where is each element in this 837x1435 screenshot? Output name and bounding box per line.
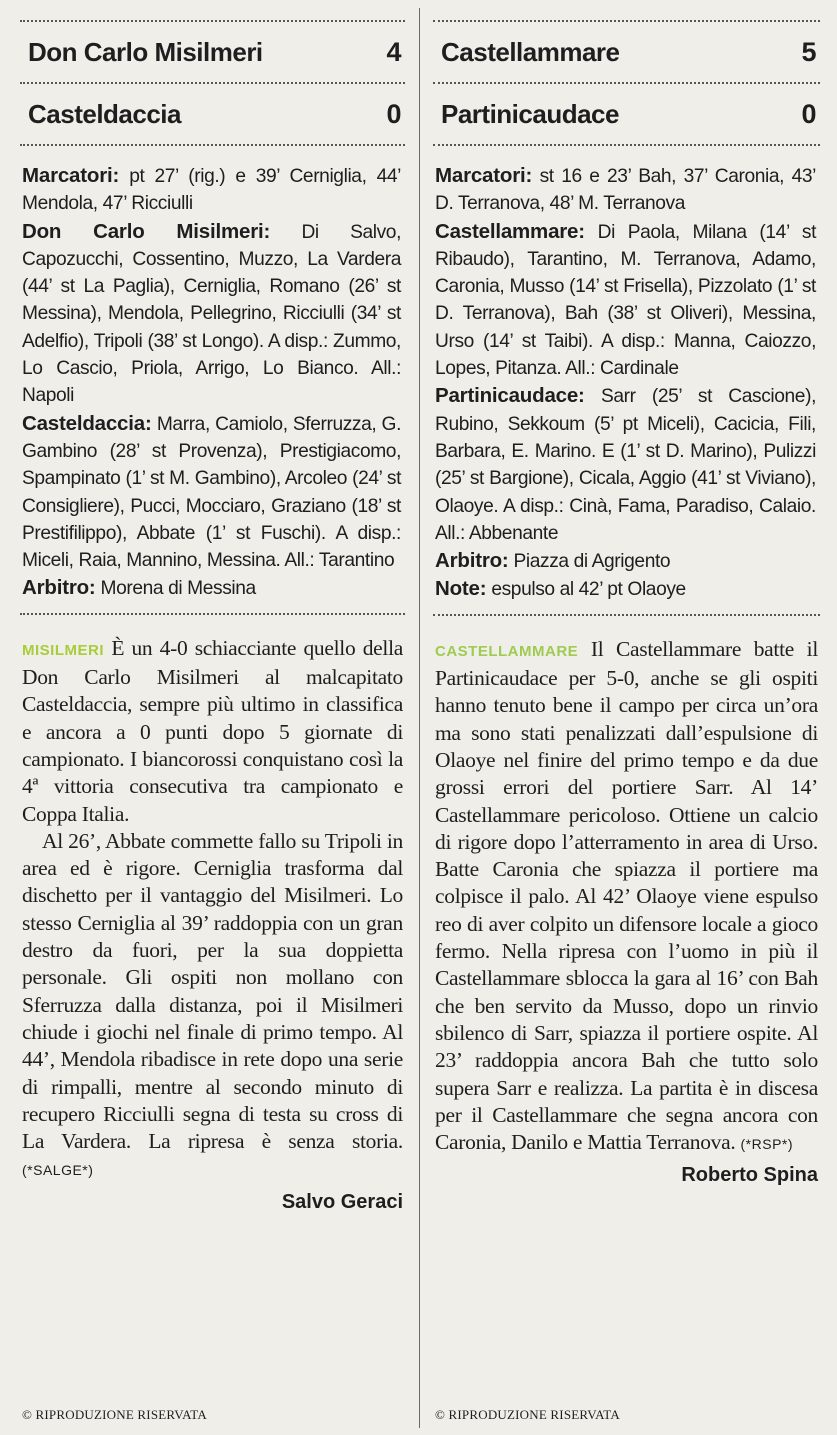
team-score: 5 [801,36,816,67]
author-tag: (*RSP*) [740,1136,794,1153]
column-divider [419,8,420,1428]
scorers: pt 27’ (rig.) e 39’ Cerniglia, 44’ Mendola, 47’ Ricciulli [22,166,401,215]
lineup-home [22,218,401,410]
right-article [433,0,820,1435]
article-body [20,635,405,1185]
referee: Morena di Messina [100,578,256,600]
paragraph-text: È un 4-0 schiacciante quello della Don Carlo Misilmeri al malcapitato Casteldaccia, sempre più ultimo in classifica e ancora a 0 punti dopo 5 giornate di campionato. I biancorossi conquistano così la 4ª vittoria consecutiva tra campionato e Coppa Italia. [22,635,403,826]
notes-line [435,575,816,603]
match-info [20,146,405,603]
team-name: Casteldaccia [28,98,181,129]
referee-label: Arbitro: [22,576,96,600]
score-row-away [20,84,405,144]
lineup-home [435,218,816,383]
scorers-label: Marcatori: [22,164,120,187]
score-row-home [433,22,820,82]
kicker: MISILMERI [22,641,104,659]
referee-label: Arbitro: [435,549,509,573]
lineup-text: Sarr (25’ st Cascione), Rubino, Sekkoum (5’ pt Miceli), Cacicia, Fili, Barbara, E. Marino. E (1’ st D. Marino), Pulizzi (25’ st Bargione), Cicala, Aggio (41’ st Viviano), Olaoye. A disp.: Cinà, Fama, Paradiso, Calaio. All.: Abbenante [435,386,816,544]
rule [433,614,820,616]
match-info [433,146,820,604]
lineup-text: Di Paola, Milana (14’ st Ribaudo), Tarantino, M. Terranova, Adamo, Caronia, Musso (14’ st Frisella), Pizzolato (1’ st D. Terranova), Bah (38’ st Oliveri), Messina, Urso (14’ st Taibi). A disp.: Manna, Caiozzo, Lopes, Pitanza. All.: Cardinale [435,221,816,380]
score-row-away [433,84,820,144]
team-name: Castellammare [441,36,620,67]
lineup-label: Don Carlo Misilmeri: [22,219,271,243]
referee-line [435,547,816,575]
article-body [433,636,820,1159]
left-article [20,0,405,1435]
author-tag: (*SALGE*) [22,1162,94,1179]
team-name: Don Carlo Misilmeri [28,36,263,67]
byline: Roberto Spina [681,1164,818,1187]
scorers-line [435,162,816,218]
lineup-text: Marra, Camiolo, Sferruzza, G. Gambino (28’ st Provenza), Prestigiacomo, Spampinato (1’ st M. Gambino), Arcoleo (24’ st Consigliere), Pucci, Mocciaro, Graziano (18’ st Prestifilippo), Abbate (1’ st Fuschi). A disp.: Miceli, Raia, Mannino, Messina. All.: Tarantino [22,413,402,572]
team-score: 0 [801,98,816,129]
rule [20,613,405,615]
copyright: © RIPRODUZIONE RISERVATA [22,1407,207,1422]
paragraph [22,635,403,828]
lineup-label: Partinicaudace: [435,384,585,408]
lineup-label: Castellammare: [435,219,585,243]
scorers-line [22,162,401,218]
score-row-home [20,22,405,82]
lineup-away [22,410,401,575]
lineup-away [435,382,816,547]
paragraph-text: Il Castellammare batte il Partinicaudace per 5-0, anche se gli ospiti hanno tenuto bene il campo per circa un’ora ma sono stati penalizzati dall’espulsione di Olaoye nel finire del primo tempo e da due grossi errori del portiere Sarr. Al 14’ Castellammare pericoloso. Ottiene un calcio di rigore dopo l’atterramento in area di Urso. Batte Caronia che spiazza il portiere ma colpisce il palo. Al 42’ Olaoye viene espulso reo di aver colpito un difensore locale a gioco fermo. Nella ripresa con l’uomo in più il Castellammare sblocca la gara al 16’ con Bah che ben servito da Musso, dopo un rinvio sbilenco di Sarr, spiazza il portiere ospite. Al 23’ raddoppia ancora Bah che tutto solo supera Sarr e realizza. La partita è in discesa per il Castellammare che segna ancora con Caronia, Danilo e Mattia Terranova. [435,636,819,1155]
referee-line [22,574,401,602]
copyright: © RIPRODUZIONE RISERVATA [435,1407,620,1422]
lineup-text: Di Salvo, Capozucchi, Cossentino, Muzzo, La Vardera (44’ st La Paglia), Cerniglia, Romano (26’ st Messina), Mendola, Pellegrino, Ricciulli (34’ st Adelfio), Tripoli (38’ st Longo). A disp.: Zummo, Lo Cascio, Priola, Arrigo, Lo Bianco. All.: Napoli [22,221,401,407]
team-name: Partinicaudace [441,98,619,129]
kicker: CASTELLAMMARE [435,642,579,660]
referee: Piazza di Agrigento [513,551,671,573]
lineup-label: Casteldaccia: [22,411,152,435]
paragraph [435,636,818,1159]
scorers: st 16 e 23’ Bah, 37’ Caronia, 43’ D. Terranova, 48’ M. Terranova [435,166,816,215]
team-score: 0 [386,98,401,129]
paragraph-text: Al 26’, Abbate commette fallo su Tripoli in area ed è rigore. Cerniglia trasforma dal dischetto per il vantaggio del Misilmeri. Lo stesso Cerniglia al 39’ raddoppia con un gran destro da fuori, per la sua doppietta personale. Gli ospiti non mollano con Sferruzza dalla distanza, poi il Misilmeri chiude i giochi nel finale di primo tempo. Al 44’, Mendola ribadisce in rete dopo una serie di rimpalli, mentre al secondo minuto di recupero Ricciulli segna di testa su cross di La Vardera. La ripresa è senza storia. [22,828,403,1154]
notes: espulso al 42’ pt Olaoye [491,579,686,601]
byline: Salvo Geraci [281,1190,403,1213]
scorers-label: Marcatori: [435,164,533,187]
notes-label: Note: [435,577,487,601]
paragraph [22,828,403,1185]
team-score: 4 [386,36,401,67]
